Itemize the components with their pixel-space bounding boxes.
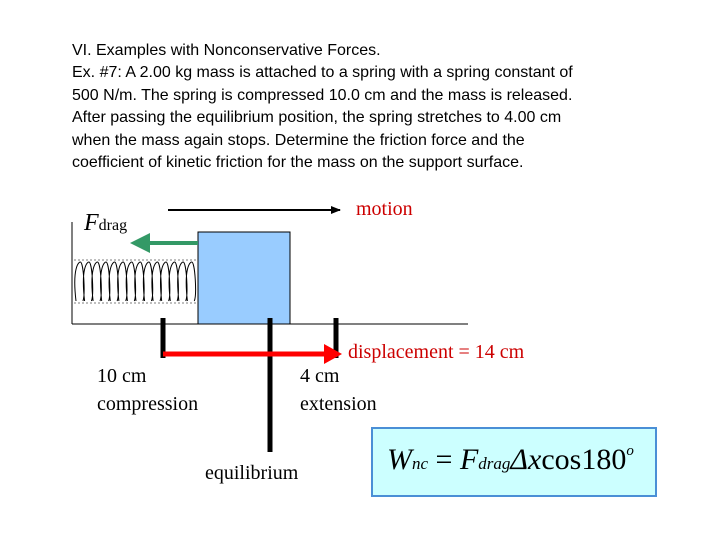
force-symbol: F bbox=[84, 210, 99, 236]
formula-degree: o bbox=[626, 443, 634, 459]
formula-angle: 180 bbox=[581, 443, 627, 476]
compression-label bbox=[97, 362, 198, 418]
mass-block bbox=[198, 232, 290, 324]
force-subscript: drag bbox=[98, 217, 128, 234]
formula-equals: = bbox=[435, 443, 453, 476]
spring-coil bbox=[75, 262, 196, 301]
formula-W-subscript: nc bbox=[412, 454, 429, 473]
work-formula bbox=[387, 443, 634, 477]
motion-label: motion bbox=[356, 198, 413, 220]
problem-line: coefficient of kinetic friction for the mass on the support surface. bbox=[72, 154, 524, 172]
formula-W: W bbox=[387, 443, 412, 476]
formula-F-subscript: drag bbox=[478, 454, 511, 473]
extension-word: extension bbox=[300, 393, 377, 415]
extension-label bbox=[300, 362, 377, 418]
work-formula-box bbox=[371, 427, 657, 497]
problem-line: Ex. #7: A 2.00 kg mass is attached to a spring with a spring constant of bbox=[72, 64, 573, 82]
formula-F: F bbox=[459, 443, 479, 476]
problem-line: VI. Examples with Nonconservative Forces. bbox=[72, 42, 381, 59]
problem-line: when the mass again stops. Determine the friction force and the bbox=[72, 131, 525, 149]
problem-line: 500 N/m. The spring is compressed 10.0 cm and the mass is released. bbox=[72, 86, 573, 104]
equilibrium-label: equilibrium bbox=[205, 462, 299, 484]
formula-delta-x: Δx bbox=[510, 443, 542, 476]
displacement-label: displacement = 14 cm bbox=[348, 341, 525, 363]
drag-force-arrow bbox=[130, 233, 198, 253]
extension-amount: 4 cm bbox=[300, 365, 340, 387]
problem-line: After passing the equilibrium position, the spring stretches to 4.00 cm bbox=[72, 109, 562, 127]
force-label bbox=[84, 210, 127, 237]
displacement-arrow bbox=[163, 344, 342, 364]
compression-word: compression bbox=[97, 393, 199, 415]
compression-amount: 10 cm bbox=[97, 365, 147, 387]
formula-cos: cos bbox=[541, 443, 582, 476]
